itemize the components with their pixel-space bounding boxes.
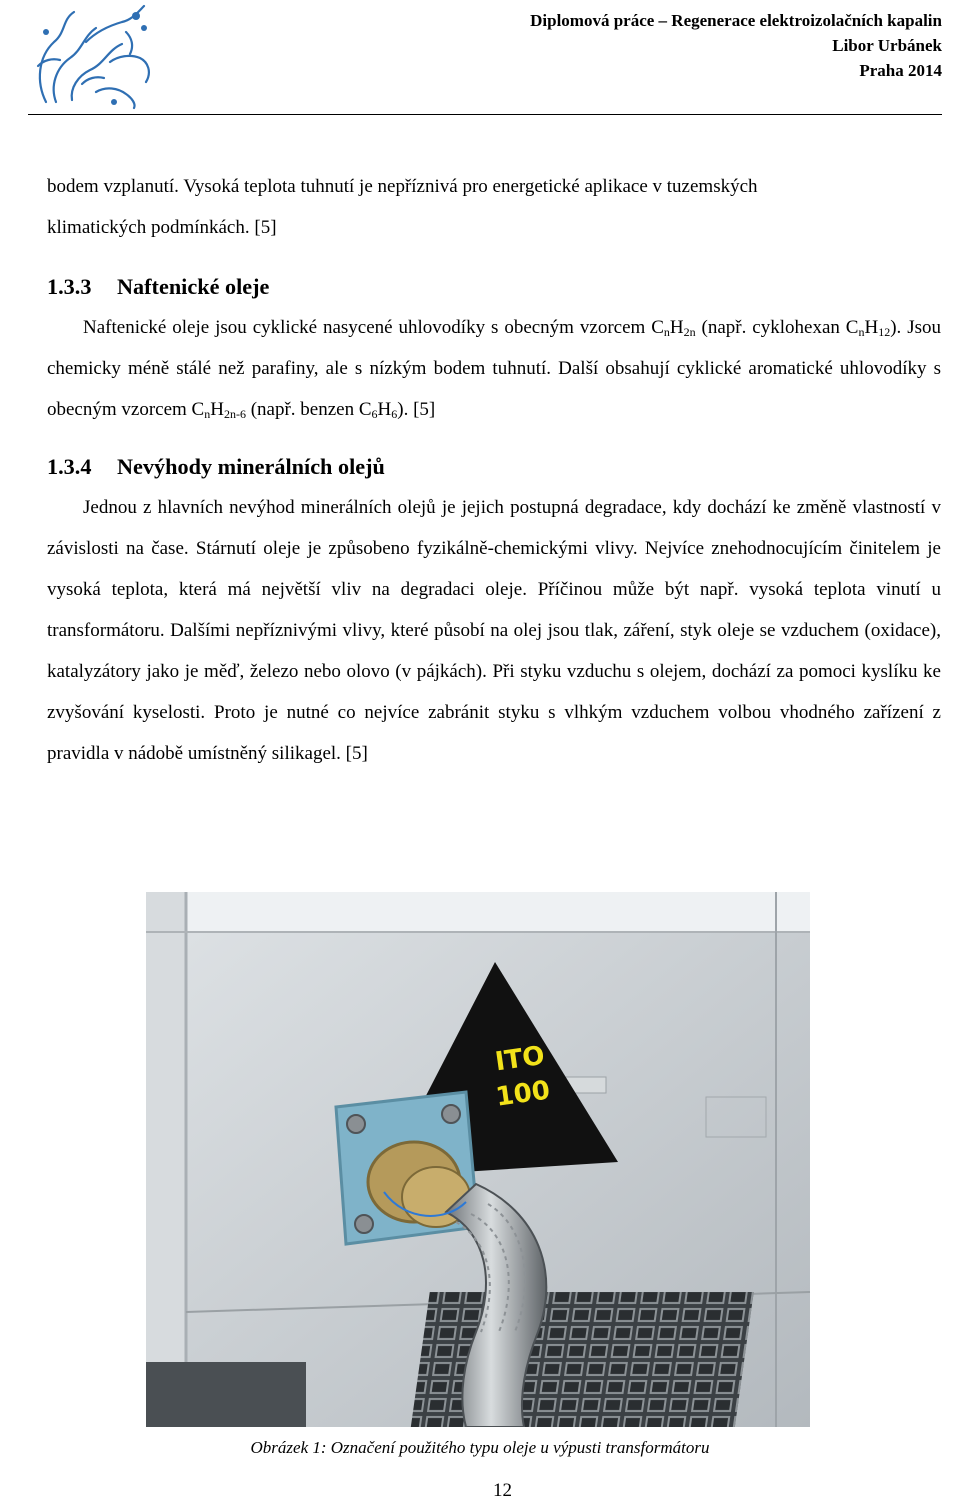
- text: ). [5]: [397, 399, 436, 420]
- paragraph-intro: [47, 166, 941, 248]
- text: H: [864, 317, 879, 338]
- text: Naftenické oleje jsou cyklické nasycené uhlovodíky s obecným vzorcem C: [83, 317, 664, 338]
- university-logo: [26, 2, 158, 110]
- subscript: 6: [391, 407, 398, 421]
- paragraph-intro-line1: bodem vzplanutí. Vysoká teplota tuhnutí je nepříznivá pro energetické aplikace v tuzemských: [47, 176, 758, 197]
- header-author: Libor Urbánek: [832, 36, 942, 55]
- sign-text-100: 100: [493, 1075, 552, 1113]
- subscript: 6: [371, 407, 378, 421]
- paragraph-naphthenic: [47, 307, 941, 430]
- text: H: [377, 399, 392, 420]
- heading-1-3-3: [47, 266, 941, 307]
- header-rule: [28, 114, 942, 115]
- paragraph-intro-line2: klimatických podmínkách. [5]: [47, 217, 277, 238]
- subscript: n: [204, 407, 211, 421]
- heading-number: 1.3.4: [47, 454, 92, 479]
- sign-text-ito: ITO: [493, 1040, 547, 1078]
- text: ). Jsou chemicky méně stálé než parafiny, ale s nízkým bodem tuhnutí. Další obsahují cyklické aromatické uhlovodíky s obecným vzorcem C: [47, 317, 942, 420]
- subscript: n: [663, 325, 670, 339]
- heading-title: Nevýhody minerálních olejů: [117, 454, 385, 479]
- transformer-outlet-photo: [146, 892, 810, 1427]
- heading-number: 1.3.3: [47, 274, 92, 299]
- page-number: 12: [493, 1480, 512, 1501]
- header-place-year: Praha 2014: [859, 61, 942, 80]
- subscript: 2n: [683, 325, 696, 339]
- header-title: Diplomová práce – Regenerace elektroizolačních kapalin: [530, 11, 942, 30]
- heading-1-3-4: [47, 446, 941, 487]
- main-content: [47, 166, 941, 774]
- text: H: [210, 399, 224, 420]
- subscript: 2n-6: [223, 407, 246, 421]
- text: (např. benzen C: [245, 399, 372, 420]
- subscript: 12: [878, 325, 891, 339]
- figure-caption: Obrázek 1: Označení použitého typu oleje u výpusti transformátoru: [250, 1438, 710, 1457]
- heading-title: Naftenické oleje: [117, 274, 270, 299]
- paragraph-disadvantages: Jednou z hlavních nevýhod minerálních olejů je jejich postupná degradace, kdy dochází ke změně vlastností v závislosti na čase. Stárnutí oleje je způsobeno fyzikálně-chemickými vlivy. Nejvíce znehodnocujícím činitelem je vysoká teplota, která má největší vliv na degradaci oleje. Příčinou může být např. vysoká teplota vinutí u transformátoru. Dalšími nepříznivými vlivy, které působí na olej jsou tlak, záření, styk oleje se vzduchem (oxidace), katalyzátory jako je měď, železo nebo olovo (v pájkách). Při styku vzduchu s olejem, dochází za pomoci kyslíku ke zvyšování kyselosti. Proto je nutné co nejvíce zabránit styku s vlhkým vzduchem volbou vhodného zařízení z pravidla v nádobě umístněný silikagel. [5]: [47, 497, 941, 764]
- subscript: n: [858, 325, 865, 339]
- text: (např. cyklohexan C: [695, 317, 859, 338]
- document-header: [530, 8, 942, 83]
- text: H: [669, 317, 684, 338]
